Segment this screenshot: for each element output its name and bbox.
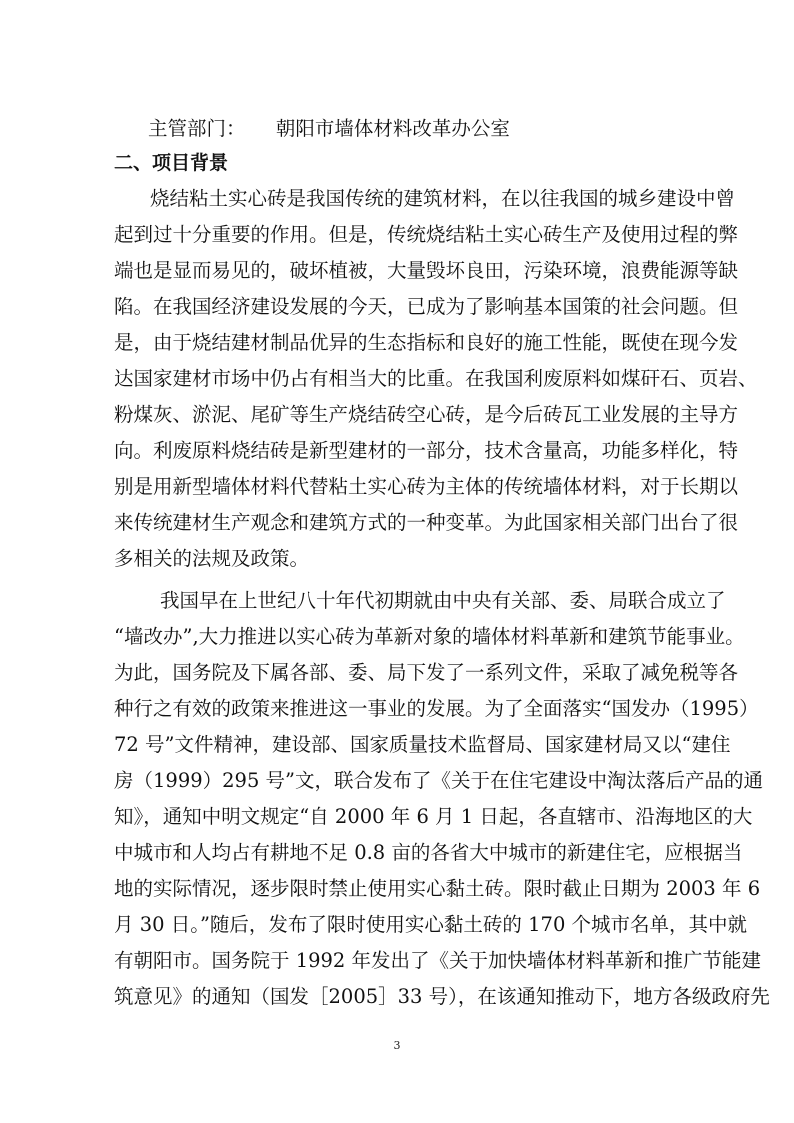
paragraph-2-line: 筑意见》的通知（国发［2005］33 号），在该通知推动下，地方各级政府先: [114, 985, 770, 1008]
paragraph-1-line: 是，由于烧结建材制品优异的生态指标和良好的施工性能，既使在现今发: [114, 331, 739, 354]
paragraph-2-line: “墙改办”,大力推进以实心砖为革新对象的墙体材料革新和建筑节能事业。: [114, 625, 745, 648]
paragraph-1-line: 达国家建材市场中仍占有相当大的比重。在我国利废原料如煤矸石、页岩、: [114, 367, 758, 390]
section-heading: 二、项目背景: [114, 152, 229, 174]
paragraph-1-line: 烧结粘土实心砖是我国传统的建筑材料，在以往我国的城乡建设中曾: [150, 187, 736, 210]
paragraph-2-line: 知》，通知中明文规定“自 2000 年 6 月 1 日起，各直辖市、沿海地区的大: [114, 805, 753, 828]
page-number: 3: [393, 1039, 401, 1052]
paragraph-1-line: 多相关的法规及政策。: [114, 547, 310, 570]
paragraph-2-line: 地的实际情况，逐步限时禁止使用实心黏土砖。限时截止日期为 2003 年 6: [114, 877, 761, 900]
paragraph-1-line: 端也是显而易见的，破坏植被，大量毁坏良田，污染环境，浪费能源等缺: [114, 259, 739, 282]
paragraph-2-line: 72 号”文件精神，建设部、国家质量技术监督局、国家建材局又以“建住: [114, 733, 731, 756]
paragraph-1-line: 向。利废原料烧结砖是新型建材的一部分，技术含量高，功能多样化，特: [114, 439, 739, 462]
paragraph-1-line: 别是用新型墙体材料代替粘土实心砖为主体的传统墙体材料，对于长期以: [114, 475, 739, 498]
department-value: 朝阳市墙体材料改革办公室: [275, 117, 510, 140]
department-line: [148, 111, 724, 147]
paragraph-1-line: 粉煤灰、淤泥、尾矿等生产烧结砖空心砖，是今后砖瓦工业发展的主导方: [114, 403, 739, 426]
paragraph-1-line: 陷。在我国经济建设发展的今天，已成为了影响基本国策的社会问题。但: [114, 295, 739, 318]
paragraph-2-line: 有朝阳市。国务院于 1992 年发出了《关于加快墙体材料革新和推广节能建: [114, 949, 762, 972]
department-label: 主管部门：: [148, 117, 246, 140]
paragraph-2-line: 我国早在上世纪八十年代初期就由中央有关部、委、局联合成立了: [160, 589, 726, 612]
paragraph-1-line: 起到过十分重要的作用。但是，传统烧结粘土实心砖生产及使用过程的弊: [114, 223, 739, 246]
paragraph-1-line: 来传统建材生产观念和建筑方式的一种变革。为此国家相关部门出台了很: [114, 511, 739, 534]
paragraph-2-line: 中城市和人均占有耕地不足 0.8 亩的各省大中城市的新建住宅，应根据当: [114, 841, 743, 864]
paragraph-2-line: 为此，国务院及下属各部、委、局下发了一系列文件，采取了减免税等各: [114, 661, 739, 684]
paragraph-2-line: 月 30 日。”随后，发布了限时使用实心黏土砖的 170 个城市名单，其中就: [114, 913, 748, 936]
paragraph-2-line: 种行之有效的政策来推进这一事业的发展。为了全面落实“国发办（1995）: [114, 697, 759, 720]
paragraph-2-line: 房（1999）295 号”文，联合发布了《关于在住宅建设中淘汰落后产品的通: [114, 769, 764, 792]
